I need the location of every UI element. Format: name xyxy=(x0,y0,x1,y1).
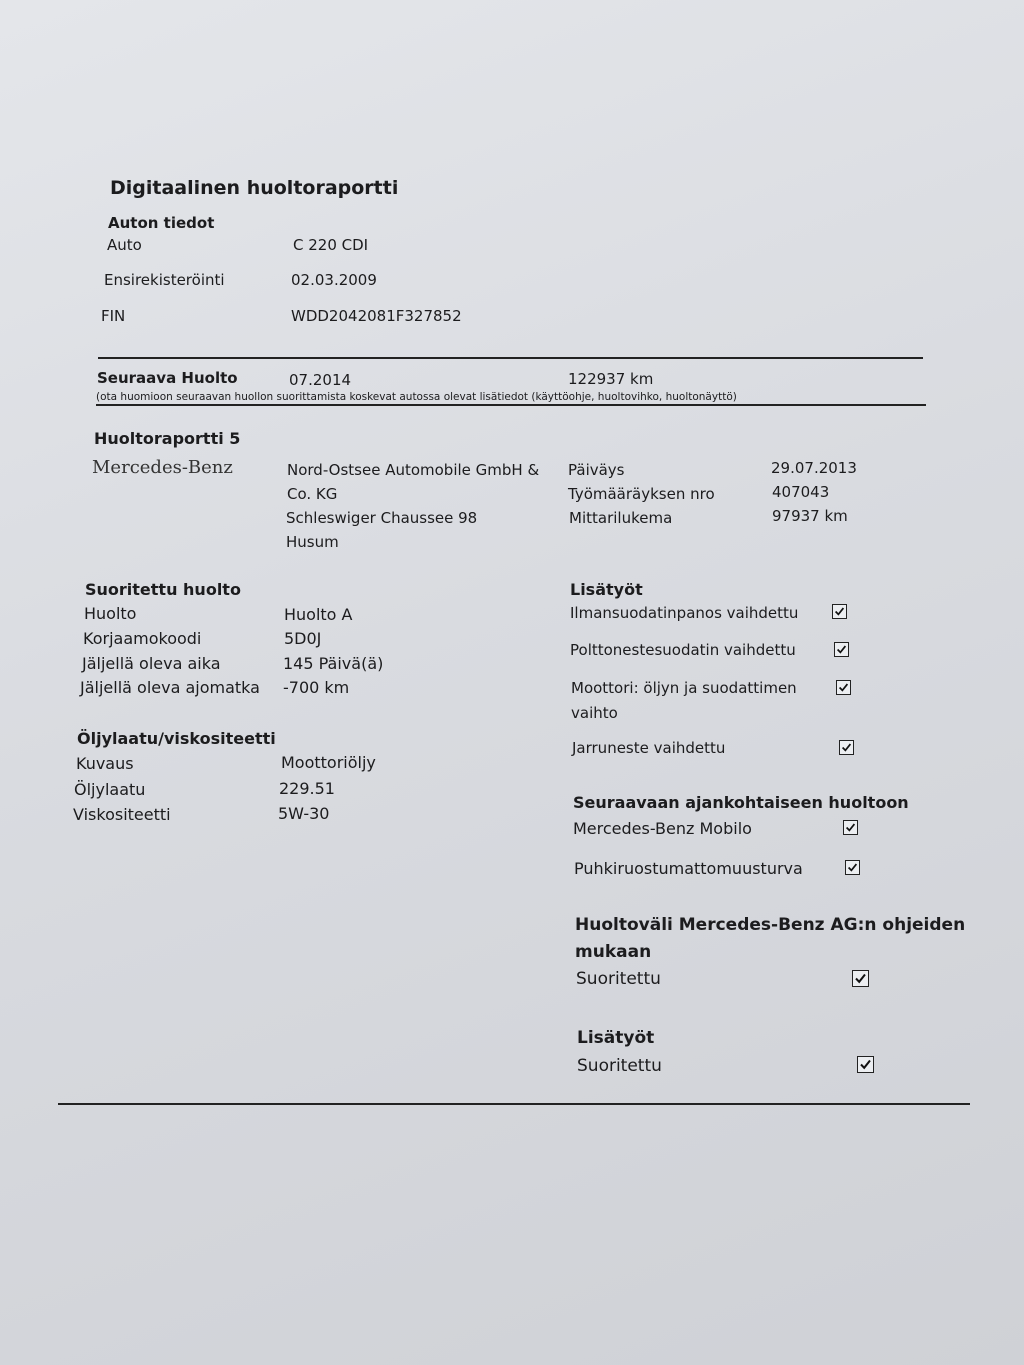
next-service-date: 07.2014 xyxy=(289,371,352,389)
registration-value: 02.03.2009 xyxy=(291,271,377,289)
checkbox-air-filter[interactable] xyxy=(832,604,847,619)
checkbox-brake-fluid[interactable] xyxy=(839,740,854,755)
oil-heading: Öljylaatu/viskositeetti xyxy=(77,729,276,748)
viscosity-label: Viskositeetti xyxy=(73,805,171,824)
mercedes-benz-logo: Mercedes-Benz xyxy=(92,457,233,478)
extra-work-item-3-line-1: Moottori: öljyn ja suodattimen xyxy=(571,679,797,697)
dealer-line-1: Nord-Ostsee Automobile GmbH & xyxy=(287,461,540,479)
extra-work-item-1: Ilmansuodatinpanos vaihdettu xyxy=(570,604,799,622)
work-order-label: Työmääräyksen nro xyxy=(568,485,715,503)
remaining-time-label: Jäljellä oleva aika xyxy=(82,654,221,673)
car-model-value: C 220 CDI xyxy=(293,236,369,254)
interval-item: Suoritettu xyxy=(576,969,661,989)
registration-label: Ensirekisteröinti xyxy=(104,271,225,289)
next-service-km: 122937 km xyxy=(568,370,654,388)
report-heading: Huoltoraportti 5 xyxy=(94,429,241,448)
oil-quality-label: Öljylaatu xyxy=(74,780,146,799)
dealer-line-4: Husum xyxy=(286,533,339,551)
date-value: 29.07.2013 xyxy=(771,459,857,477)
car-model-label: Auto xyxy=(107,236,142,254)
checkbox-oil-change[interactable] xyxy=(836,680,851,695)
remaining-time-value: 145 Päivä(ä) xyxy=(283,654,384,673)
remaining-distance-label: Jäljellä oleva ajomatka xyxy=(80,678,260,697)
next-current-item-2: Puhkiruostumattomuusturva xyxy=(574,859,803,878)
divider-top xyxy=(98,357,923,359)
extra-work-heading: Lisätyöt xyxy=(570,580,643,599)
extra-work-item-2: Polttonestesuodatin vaihdettu xyxy=(570,641,796,659)
next-service-label: Seuraava Huolto xyxy=(97,369,238,387)
remaining-distance-value: -700 km xyxy=(283,678,350,697)
viscosity-value: 5W-30 xyxy=(278,804,330,823)
work-order-value: 407043 xyxy=(772,483,830,501)
performed-service-heading: Suoritettu huolto xyxy=(85,580,241,599)
extra-work-2-heading: Lisätyöt xyxy=(577,1028,655,1048)
next-current-heading: Seuraavaan ajankohtaiseen huoltoon xyxy=(573,793,909,812)
checkbox-rust-protection[interactable] xyxy=(845,860,860,875)
oil-description-value: Moottoriöljy xyxy=(281,753,376,772)
page-title: Digitaalinen huoltoraportti xyxy=(110,177,399,199)
workshop-code-value: 5D0J xyxy=(284,629,322,648)
interval-heading-line-2: mukaan xyxy=(575,942,652,962)
extra-work-item-4: Jarruneste vaihdettu xyxy=(572,739,726,757)
workshop-code-label: Korjaamokoodi xyxy=(83,629,202,648)
odometer-label: Mittarilukema xyxy=(569,509,673,527)
date-label: Päiväys xyxy=(568,461,625,479)
dealer-line-3: Schleswiger Chaussee 98 xyxy=(286,509,478,527)
divider-next-service xyxy=(96,404,926,406)
oil-quality-value: 229.51 xyxy=(279,779,335,798)
car-info-heading: Auton tiedot xyxy=(108,214,215,232)
divider-bottom xyxy=(58,1103,970,1105)
extra-work-2-item: Suoritettu xyxy=(577,1056,662,1076)
next-current-item-1: Mercedes-Benz Mobilo xyxy=(573,819,752,838)
odometer-value: 97937 km xyxy=(772,507,848,525)
checkbox-fuel-filter[interactable] xyxy=(834,642,849,657)
checkbox-mobilo[interactable] xyxy=(843,820,858,835)
fin-label: FIN xyxy=(101,307,126,325)
next-service-note: (ota huomioon seuraavan huollon suorittamista koskevat autossa olevat lisätiedot (käyttöohje, huoltovihko, huoltonäyttö) xyxy=(96,391,737,403)
dealer-line-2: Co. KG xyxy=(287,485,338,503)
fin-value: WDD2042081F327852 xyxy=(291,307,462,325)
oil-description-label: Kuvaus xyxy=(76,754,134,773)
service-type-label: Huolto xyxy=(84,604,137,623)
extra-work-item-3-line-2: vaihto xyxy=(571,704,618,722)
checkbox-extra-work-done[interactable] xyxy=(857,1056,874,1073)
service-type-value: Huolto A xyxy=(284,605,353,624)
interval-heading-line-1: Huoltoväli Mercedes-Benz AG:n ohjeiden xyxy=(575,915,966,935)
checkbox-interval-done[interactable] xyxy=(852,970,869,987)
